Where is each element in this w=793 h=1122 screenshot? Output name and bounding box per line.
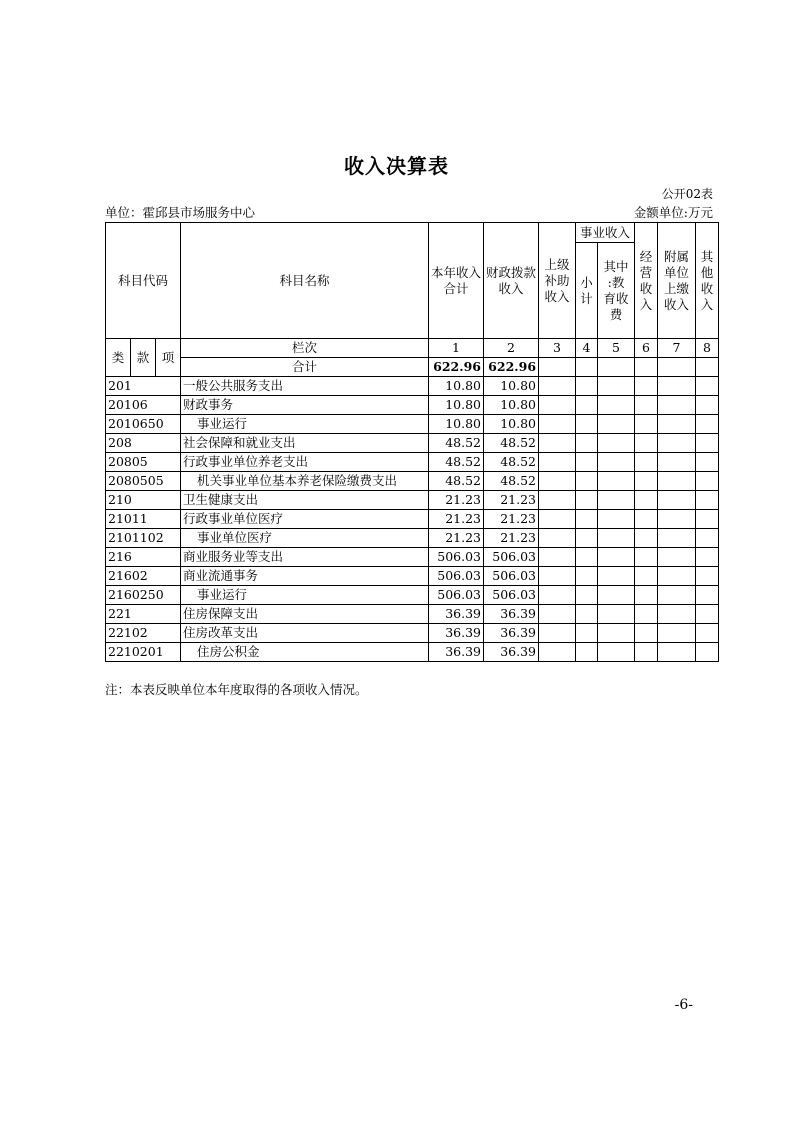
col-num-5: 5 <box>598 339 635 358</box>
row-name: 机关事业单位基本养老保险缴费支出 <box>181 472 429 491</box>
row-cell-5 <box>598 586 635 605</box>
row-name: 住房改革支出 <box>181 624 429 643</box>
row-cell-6 <box>635 586 658 605</box>
row-cell-3 <box>539 624 576 643</box>
row-cell-6 <box>635 529 658 548</box>
row-cell-3 <box>539 548 576 567</box>
row-name: 卫生健康支出 <box>181 491 429 510</box>
row-fiscal: 21.23 <box>484 529 539 548</box>
row-code: 216 <box>106 548 181 567</box>
header-other <box>696 223 719 339</box>
row-cell-4 <box>576 510 598 529</box>
row-fiscal: 36.39 <box>484 605 539 624</box>
row-code: 210 <box>106 491 181 510</box>
row-cell-6 <box>635 567 658 586</box>
row-cell-8 <box>696 453 719 472</box>
row-fiscal: 21.23 <box>484 510 539 529</box>
row-cell-7 <box>658 491 696 510</box>
row-cell-8 <box>696 377 719 396</box>
table-row <box>106 396 719 415</box>
header-lei: 类 <box>106 339 131 377</box>
row-cell-6 <box>635 491 658 510</box>
col-num-8: 8 <box>696 339 719 358</box>
row-cell-8 <box>696 529 719 548</box>
total-cell-3 <box>539 358 576 377</box>
table-row <box>106 624 719 643</box>
header-total-income-label: 本年收入 合计 <box>431 264 482 296</box>
row-name: 商业流通事务 <box>181 567 429 586</box>
header-other-label: 其 他 收 入 <box>700 248 714 312</box>
header-fiscal <box>484 223 539 339</box>
row-cell-3 <box>539 491 576 510</box>
row-cell-5 <box>598 548 635 567</box>
row-code: 20106 <box>106 396 181 415</box>
header-subtotal <box>576 243 598 339</box>
row-cell-5 <box>598 624 635 643</box>
row-total-income: 36.39 <box>429 605 484 624</box>
row-cell-7 <box>658 510 696 529</box>
page-number: -6- <box>674 997 693 1013</box>
row-name: 行政事业单位养老支出 <box>181 453 429 472</box>
row-cell-5 <box>598 491 635 510</box>
row-cell-5 <box>598 605 635 624</box>
row-cell-8 <box>696 491 719 510</box>
row-cell-3 <box>539 586 576 605</box>
row-cell-3 <box>539 472 576 491</box>
row-cell-3 <box>539 567 576 586</box>
row-cell-3 <box>539 643 576 662</box>
row-cell-5 <box>598 415 635 434</box>
row-cell-7 <box>658 453 696 472</box>
row-cell-6 <box>635 624 658 643</box>
row-cell-4 <box>576 472 598 491</box>
col-num-6: 6 <box>635 339 658 358</box>
row-total-income: 506.03 <box>429 567 484 586</box>
header-kuan: 款 <box>131 339 156 377</box>
header-superior-subsidy <box>539 223 576 339</box>
row-cell-8 <box>696 548 719 567</box>
row-cell-4 <box>576 605 598 624</box>
row-total-income: 10.80 <box>429 415 484 434</box>
row-cell-5 <box>598 377 635 396</box>
row-cell-4 <box>576 586 598 605</box>
row-cell-7 <box>658 624 696 643</box>
row-fiscal: 48.52 <box>484 434 539 453</box>
row-fiscal: 10.80 <box>484 377 539 396</box>
row-fiscal: 10.80 <box>484 415 539 434</box>
row-cell-3 <box>539 453 576 472</box>
row-cell-8 <box>696 434 719 453</box>
row-fiscal: 506.03 <box>484 567 539 586</box>
row-code: 221 <box>106 605 181 624</box>
total-cell-5 <box>598 358 635 377</box>
row-cell-7 <box>658 548 696 567</box>
header-total-income <box>429 223 484 339</box>
row-cell-7 <box>658 605 696 624</box>
table-row <box>106 605 719 624</box>
row-code: 21602 <box>106 567 181 586</box>
total-fiscal-value: 622.96 <box>484 358 539 377</box>
header-edu-fee <box>598 243 635 339</box>
row-cell-8 <box>696 396 719 415</box>
total-label: 合计 <box>181 358 429 377</box>
row-cell-3 <box>539 377 576 396</box>
row-cell-6 <box>635 472 658 491</box>
row-cell-4 <box>576 415 598 434</box>
row-total-income: 21.23 <box>429 529 484 548</box>
row-cell-4 <box>576 567 598 586</box>
row-fiscal: 48.52 <box>484 472 539 491</box>
row-cell-3 <box>539 529 576 548</box>
row-cell-5 <box>598 396 635 415</box>
row-cell-6 <box>635 453 658 472</box>
row-code: 2210201 <box>106 643 181 662</box>
table-row <box>106 567 719 586</box>
row-code: 22102 <box>106 624 181 643</box>
row-name: 一般公共服务支出 <box>181 377 429 396</box>
row-cell-7 <box>658 529 696 548</box>
table-row <box>106 453 719 472</box>
row-cell-8 <box>696 415 719 434</box>
row-cell-3 <box>539 434 576 453</box>
row-name: 行政事业单位医疗 <box>181 510 429 529</box>
row-cell-5 <box>598 529 635 548</box>
row-cell-7 <box>658 472 696 491</box>
row-cell-6 <box>635 643 658 662</box>
row-total-income: 10.80 <box>429 396 484 415</box>
row-name: 商业服务业等支出 <box>181 548 429 567</box>
total-income-value: 622.96 <box>429 358 484 377</box>
row-name: 事业单位医疗 <box>181 529 429 548</box>
table-row <box>106 491 719 510</box>
row-fiscal: 21.23 <box>484 491 539 510</box>
row-cell-8 <box>696 510 719 529</box>
row-cell-6 <box>635 434 658 453</box>
row-cell-8 <box>696 586 719 605</box>
row-cell-5 <box>598 453 635 472</box>
row-fiscal: 36.39 <box>484 643 539 662</box>
total-cell-6 <box>635 358 658 377</box>
row-code: 2101102 <box>106 529 181 548</box>
row-total-income: 48.52 <box>429 434 484 453</box>
header-fiscal-label: 财政拨款 收入 <box>486 264 537 296</box>
row-total-income: 48.52 <box>429 472 484 491</box>
row-cell-4 <box>576 529 598 548</box>
row-code: 20805 <box>106 453 181 472</box>
row-cell-8 <box>696 567 719 586</box>
row-cell-6 <box>635 415 658 434</box>
row-code: 2080505 <box>106 472 181 491</box>
table-row <box>106 377 719 396</box>
row-code: 208 <box>106 434 181 453</box>
row-cell-8 <box>696 624 719 643</box>
header-affiliated <box>658 223 696 339</box>
row-cell-6 <box>635 510 658 529</box>
amount-unit: 金额单位:万元 <box>633 205 713 220</box>
row-cell-4 <box>576 396 598 415</box>
table-row <box>106 548 719 567</box>
row-cell-3 <box>539 605 576 624</box>
row-name: 事业运行 <box>181 415 429 434</box>
row-cell-3 <box>539 396 576 415</box>
table-row <box>106 643 719 662</box>
row-total-income: 48.52 <box>429 453 484 472</box>
total-row <box>106 358 719 377</box>
row-cell-4 <box>576 491 598 510</box>
row-total-income: 506.03 <box>429 586 484 605</box>
row-cell-5 <box>598 472 635 491</box>
table-note: 注：本表反映单位本年度取得的各项收入情况。 <box>105 682 368 697</box>
row-cell-6 <box>635 396 658 415</box>
total-cell-4 <box>576 358 598 377</box>
row-cell-6 <box>635 548 658 567</box>
row-cell-7 <box>658 643 696 662</box>
table-row <box>106 472 719 491</box>
income-table <box>105 222 719 662</box>
col-num-2: 2 <box>484 339 539 358</box>
header-xiang: 项 <box>156 339 181 377</box>
row-total-income: 21.23 <box>429 491 484 510</box>
total-cell-8 <box>696 358 719 377</box>
header-superior-subsidy-label: 上级 补助 收入 <box>544 256 570 304</box>
row-cell-7 <box>658 434 696 453</box>
row-fiscal: 10.80 <box>484 396 539 415</box>
table-row <box>106 434 719 453</box>
row-name: 财政事务 <box>181 396 429 415</box>
row-code: 2010650 <box>106 415 181 434</box>
header-subtotal-label: 小 计 <box>580 274 593 306</box>
row-name: 社会保障和就业支出 <box>181 434 429 453</box>
table-row <box>106 586 719 605</box>
col-num-3: 3 <box>539 339 576 358</box>
row-cell-5 <box>598 434 635 453</box>
table-row <box>106 510 719 529</box>
row-cell-5 <box>598 643 635 662</box>
row-cell-7 <box>658 567 696 586</box>
row-total-income: 10.80 <box>429 377 484 396</box>
row-cell-7 <box>658 377 696 396</box>
row-cell-5 <box>598 510 635 529</box>
row-cell-4 <box>576 377 598 396</box>
table-row <box>106 415 719 434</box>
row-cell-4 <box>576 643 598 662</box>
row-cell-8 <box>696 605 719 624</box>
row-fiscal: 506.03 <box>484 548 539 567</box>
row-cell-4 <box>576 434 598 453</box>
row-cell-4 <box>576 548 598 567</box>
row-cell-5 <box>598 567 635 586</box>
col-num-1: 1 <box>429 339 484 358</box>
table-row <box>106 529 719 548</box>
row-cell-3 <box>539 415 576 434</box>
row-total-income: 36.39 <box>429 624 484 643</box>
row-cell-8 <box>696 643 719 662</box>
row-code: 201 <box>106 377 181 396</box>
col-num-7: 7 <box>658 339 696 358</box>
row-cell-3 <box>539 510 576 529</box>
row-total-income: 21.23 <box>429 510 484 529</box>
header-business-income: 事业收入 <box>576 223 635 243</box>
total-cell-7 <box>658 358 696 377</box>
row-cell-6 <box>635 605 658 624</box>
row-cell-7 <box>658 396 696 415</box>
row-fiscal: 506.03 <box>484 586 539 605</box>
row-fiscal: 36.39 <box>484 624 539 643</box>
form-number: 公开02表 <box>661 187 713 201</box>
header-column-no: 栏次 <box>181 339 429 358</box>
row-cell-7 <box>658 415 696 434</box>
header-operating-label: 经 营 收 入 <box>639 248 653 312</box>
page-title: 收入决算表 <box>344 154 449 178</box>
row-fiscal: 48.52 <box>484 453 539 472</box>
row-name: 住房公积金 <box>181 643 429 662</box>
row-name: 事业运行 <box>181 586 429 605</box>
row-cell-7 <box>658 586 696 605</box>
reporting-unit: 单位：霍邱县市场服务中心 <box>105 205 256 220</box>
row-code: 21011 <box>106 510 181 529</box>
col-num-4: 4 <box>576 339 598 358</box>
row-name: 住房保障支出 <box>181 605 429 624</box>
header-operating <box>635 223 658 339</box>
header-edu-fee-label: 其中 :教 育收 费 <box>603 258 629 322</box>
row-cell-4 <box>576 453 598 472</box>
row-total-income: 506.03 <box>429 548 484 567</box>
header-name: 科目名称 <box>181 223 429 339</box>
header-affiliated-label: 附属 单位 上缴 收入 <box>664 248 690 312</box>
row-total-income: 36.39 <box>429 643 484 662</box>
row-cell-8 <box>696 472 719 491</box>
row-cell-6 <box>635 377 658 396</box>
header-code: 科目代码 <box>106 223 181 339</box>
row-code: 2160250 <box>106 586 181 605</box>
row-cell-4 <box>576 624 598 643</box>
